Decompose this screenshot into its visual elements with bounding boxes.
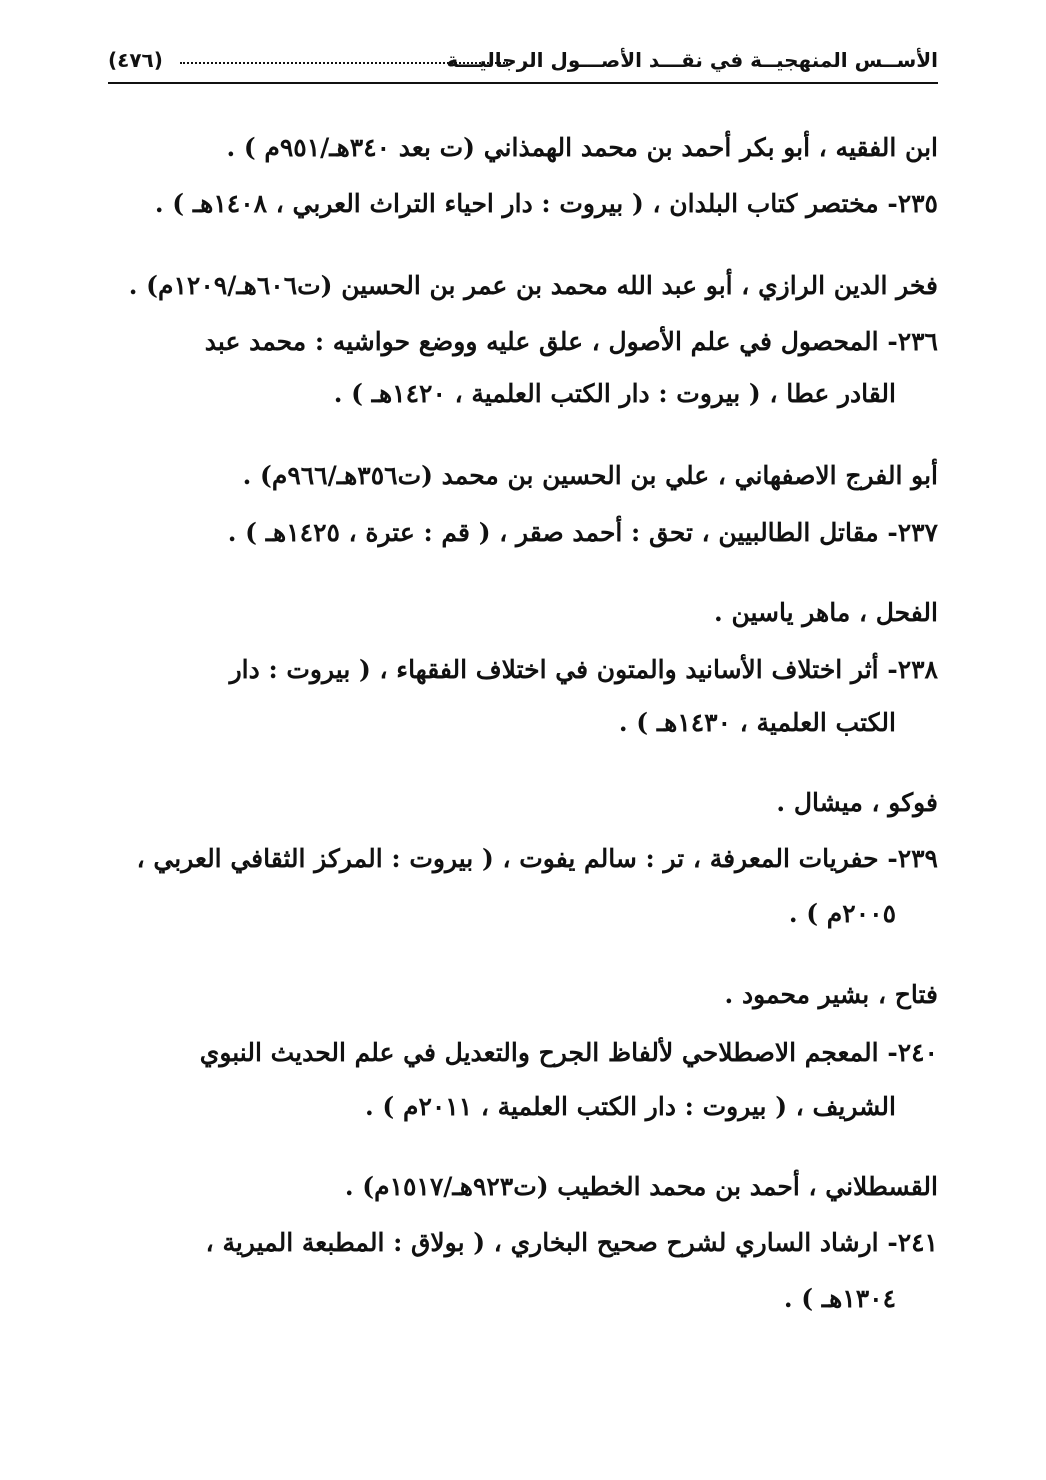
author-line: فخر الدين الرازي ، أبو عبد الله محمد بن عمر بن الحسين (ت٦٠٦هـ/١٢٠٩م) . bbox=[128, 271, 938, 300]
reference-line: ٢٤١- ارشاد الساري لشرح صحيح البخاري ، ( بولاق : المطبعة الميرية ، bbox=[205, 1228, 938, 1257]
reference-line: ٢٣٩- حفريات المعرفة ، تر : سالم يفوت ، ( بيروت : المركز الثقافي العربي ، bbox=[136, 844, 938, 873]
reference-line: ٢٣٨- أثر اختلاف الأسانيد والمتون في اختلاف الفقهاء ، ( بيروت : دار bbox=[229, 655, 938, 684]
running-header bbox=[108, 48, 938, 84]
reference-line: ٢٣٧- مقاتل الطالبيين ، تحق : أحمد صقر ، ( قم : عترة ، ١٤٢٥هـ ) . bbox=[227, 518, 938, 547]
page-number: (٤٧٦) bbox=[108, 48, 163, 72]
header-title: الأســس المنهجيــة في نقـــد الأصـــول الرجاليـــة bbox=[446, 48, 938, 72]
author-line: أبو الفرج الاصفهاني ، علي بن الحسين بن محمد (ت٣٥٦هـ/٩٦٦م) . bbox=[242, 461, 938, 490]
author-line: الفحل ، ماهر ياسين . bbox=[714, 598, 938, 627]
reference-continuation-line: الشريف ، ( بيروت : دار الكتب العلمية ، ٢٠١١م ) . bbox=[365, 1092, 896, 1121]
author-line: فوكو ، ميشال . bbox=[776, 788, 938, 817]
reference-continuation-line: القادر عطا ، ( بيروت : دار الكتب العلمية ، ١٤٢٠هـ ) . bbox=[333, 379, 896, 408]
reference-continuation-line: الكتب العلمية ، ١٤٣٠هـ ) . bbox=[618, 708, 896, 737]
reference-continuation-line: ١٣٠٤هـ ) . bbox=[783, 1284, 896, 1313]
author-line: ابن الفقيه ، أبو بكر أحمد بن محمد الهمذاني (ت بعد ٣٤٠هـ/٩٥١م ) . bbox=[226, 133, 938, 162]
reference-line: ٢٤٠- المعجم الاصطلاحي لألفاظ الجرح والتعديل في علم الحديث النبوي bbox=[199, 1038, 938, 1067]
reference-line: ٢٣٥- مختصر كتاب البلدان ، ( بيروت : دار احياء التراث العربي ، ١٤٠٨هـ ) . bbox=[154, 189, 938, 218]
reference-line: ٢٣٦- المحصول في علم الأصول ، علق عليه ووضع حواشيه : محمد عبد bbox=[204, 327, 938, 356]
reference-continuation-line: ٢٠٠٥م ) . bbox=[788, 899, 896, 928]
author-line: القسطلاني ، أحمد بن محمد الخطيب (ت٩٢٣هـ/١٥١٧م) . bbox=[344, 1172, 938, 1201]
author-line: فتاح ، بشير محمود . bbox=[724, 980, 938, 1009]
header-dot-leader bbox=[180, 62, 508, 64]
